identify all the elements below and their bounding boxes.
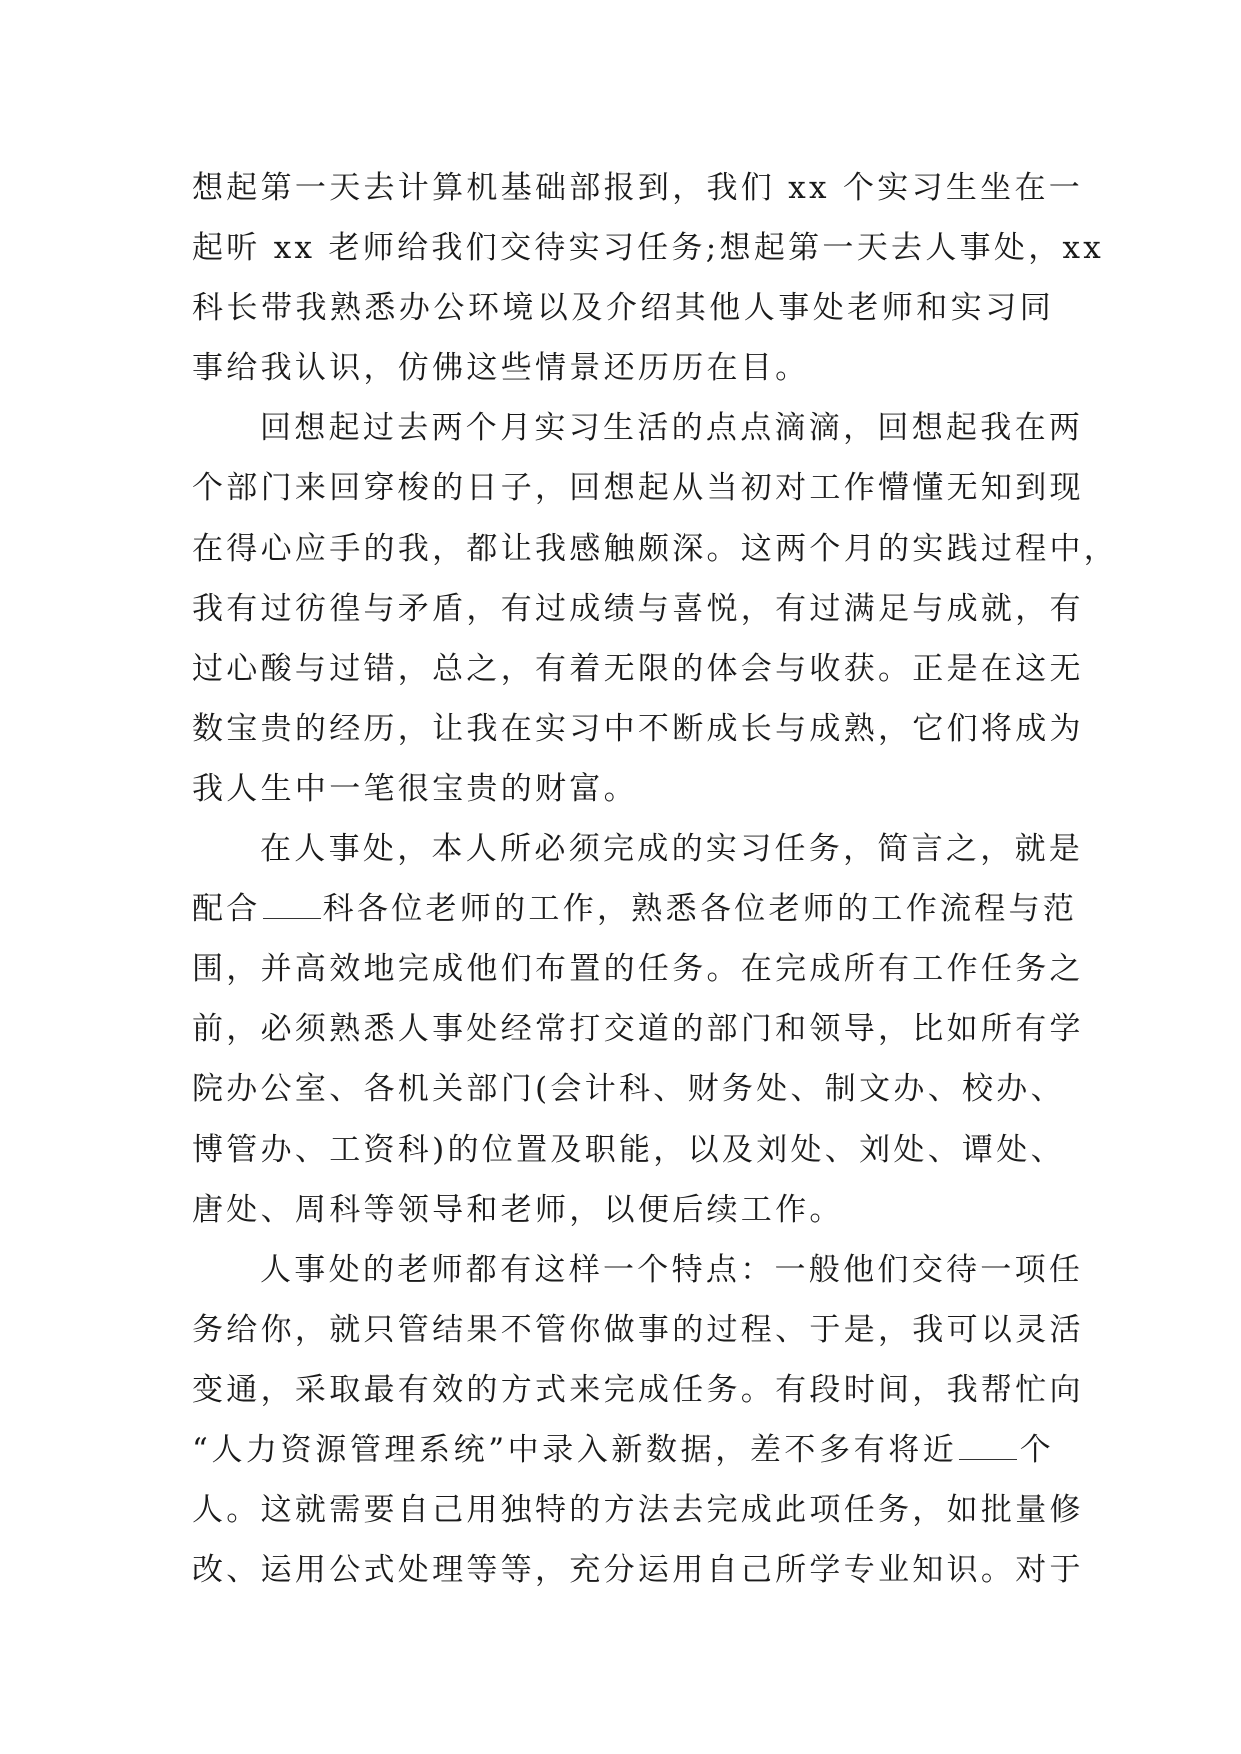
text-line: 改、运用公式处理等等，充分运用自己所学专业知识。对于 bbox=[192, 1552, 1084, 1589]
text-line: 人。这就需要自己用独特的方法去完成此项任务，如批量修 bbox=[192, 1492, 1084, 1529]
text-line: 人事处的老师都有这样一个特点：一般他们交待一项任 bbox=[260, 1251, 1084, 1288]
fill-in-blank bbox=[263, 896, 321, 919]
text-line: 我人生中一笔很宝贵的财富。 bbox=[192, 770, 638, 807]
text-line: 前，必须熟悉人事处经常打交道的部门和领导，比如所有学 bbox=[192, 1011, 1084, 1048]
text-line: 回想起过去两个月实习生活的点点滴滴，回想起我在两 bbox=[260, 410, 1084, 447]
text-segment: 科各位老师的工作，熟悉各位老师的工作流程与范 bbox=[322, 891, 1078, 928]
body-text bbox=[192, 158, 1119, 1600]
text-line: 在得心应手的我，都让我感触颇深。这两个月的实践过程中， bbox=[192, 530, 1119, 567]
text-line: 我有过彷徨与矛盾，有过成绩与喜悦，有过满足与成就，有 bbox=[192, 590, 1084, 627]
fill-in-blank bbox=[959, 1437, 1017, 1460]
text-line: 博管办、工资科)的位置及职能，以及刘处、刘处、谭处、 bbox=[192, 1131, 1065, 1168]
text-line: 科长带我熟悉办公环境以及介绍其他人事处老师和实习同 bbox=[192, 290, 1054, 327]
text-line: 院办公室、各机关部门(会计科、财务处、制文办、校办、 bbox=[192, 1071, 1065, 1108]
text-segment: 配合 bbox=[192, 891, 261, 928]
text-line: 数宝贵的经历，让我在实习中不断成长与成熟，它们将成为 bbox=[192, 710, 1084, 747]
text-line: 起听 xx 老师给我们交待实习任务;想起第一天去人事处，xx bbox=[192, 230, 1105, 267]
text-line: 务给你，就只管结果不管你做事的过程、于是，我可以灵活 bbox=[192, 1311, 1084, 1348]
text-segment: “人力资源管理系统”中录入新数据，差不多有将近 bbox=[192, 1431, 958, 1468]
text-line: 事给我认识，仿佛这些情景还历历在目。 bbox=[192, 350, 810, 387]
text-line: 变通，采取最有效的方式来完成任务。有段时间，我帮忙向 bbox=[192, 1371, 1084, 1408]
text-line bbox=[192, 1420, 1054, 1480]
text-line bbox=[192, 879, 1078, 939]
text-segment: 个 bbox=[1019, 1431, 1055, 1468]
text-line: 想起第一天去计算机基础部报到，我们 xx 个实习生坐在一 bbox=[192, 170, 1084, 206]
text-line: 个部门来回穿梭的日子，回想起从当初对工作懵懂无知到现 bbox=[192, 470, 1084, 507]
text-line: 唐处、周科等领导和老师，以便后续工作。 bbox=[192, 1191, 844, 1228]
text-line: 在人事处，本人所必须完成的实习任务，简言之，就是 bbox=[260, 831, 1084, 868]
text-line: 围，并高效地完成他们布置的任务。在完成所有工作任务之 bbox=[192, 951, 1084, 988]
text-line: 过心酸与过错，总之，有着无限的体会与收获。正是在这无 bbox=[192, 650, 1084, 687]
